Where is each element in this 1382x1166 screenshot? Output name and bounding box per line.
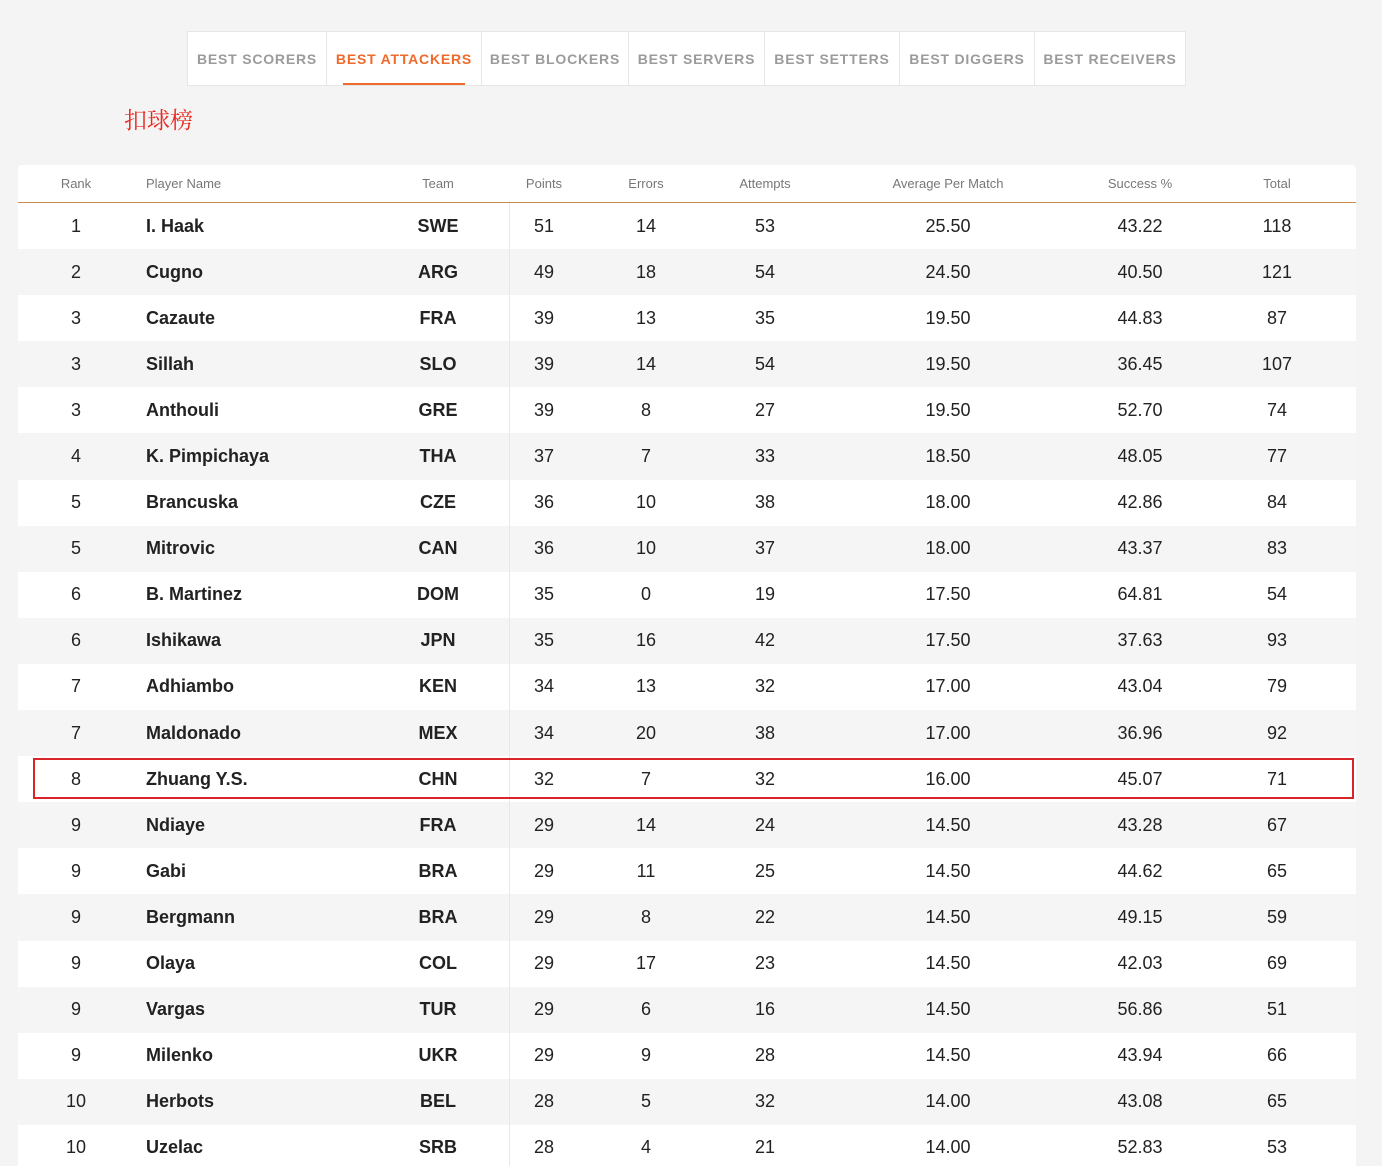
cell-success-percent: 43.08 <box>1117 1091 1163 1112</box>
cell-attempts: 54 <box>754 353 776 374</box>
cell-team: SLO <box>419 353 457 374</box>
cell-player-name[interactable]: Herbots <box>146 1091 215 1112</box>
cell-success-percent: 37.63 <box>1117 630 1163 651</box>
cell-errors: 5 <box>640 1091 651 1112</box>
cell-player-name[interactable]: Olaya <box>146 953 196 974</box>
cell-errors: 6 <box>640 999 651 1020</box>
cell-rank: 9 <box>70 1045 81 1066</box>
cell-player-name[interactable]: Anthouli <box>146 399 219 420</box>
cell-rank: 4 <box>70 446 81 467</box>
cell-points: 36 <box>533 538 555 559</box>
table-row[interactable] <box>18 1033 1356 1079</box>
cell-success-percent: 52.70 <box>1117 399 1163 420</box>
table-row[interactable] <box>18 894 1356 940</box>
cell-points: 29 <box>533 860 555 881</box>
cell-average-per-match: 14.50 <box>925 814 971 835</box>
cell-rank: 7 <box>70 676 81 697</box>
tab-best-diggers[interactable]: BEST DIGGERS <box>900 32 1035 85</box>
cell-attempts: 32 <box>754 768 776 789</box>
cell-total: 71 <box>1266 768 1288 789</box>
cell-rank: 5 <box>70 538 81 559</box>
cell-average-per-match: 24.50 <box>925 261 971 282</box>
cell-rank: 8 <box>70 768 81 789</box>
cell-total: 74 <box>1266 399 1288 420</box>
cell-team: GRE <box>418 399 458 420</box>
column-header-average-per-match[interactable]: Average Per Match <box>892 176 1004 191</box>
cell-average-per-match: 18.00 <box>925 538 971 559</box>
cell-player-name[interactable]: Zhuang Y.S. <box>146 768 248 789</box>
column-header-team[interactable]: Team <box>422 176 454 191</box>
cell-attempts: 22 <box>754 906 776 927</box>
cell-errors: 10 <box>635 492 657 513</box>
cell-success-percent: 48.05 <box>1117 446 1163 467</box>
cell-rank: 9 <box>70 814 81 835</box>
cell-errors: 14 <box>635 215 657 236</box>
cell-player-name[interactable]: Uzelac <box>146 1137 204 1158</box>
cell-rank: 3 <box>70 353 81 374</box>
cell-average-per-match: 18.50 <box>925 446 971 467</box>
cell-average-per-match: 17.50 <box>925 584 971 605</box>
cell-points: 39 <box>533 399 555 420</box>
cell-player-name[interactable]: Gabi <box>146 860 187 881</box>
cell-player-name[interactable]: I. Haak <box>146 215 205 236</box>
table-row[interactable] <box>18 1125 1356 1166</box>
cell-points: 39 <box>533 353 555 374</box>
cell-player-name[interactable]: Ndiaye <box>146 814 206 835</box>
cell-points: 29 <box>533 953 555 974</box>
cell-team: MEX <box>418 722 458 743</box>
cell-attempts: 24 <box>754 814 776 835</box>
cell-player-name[interactable]: Brancuska <box>146 492 239 513</box>
cell-rank: 2 <box>70 261 81 282</box>
cell-errors: 4 <box>640 1137 651 1158</box>
table-row[interactable] <box>18 1079 1356 1125</box>
table-row[interactable] <box>18 941 1356 987</box>
cell-total: 84 <box>1266 492 1288 513</box>
table-row[interactable] <box>18 618 1356 664</box>
tab-best-scorers[interactable]: BEST SCORERS <box>188 32 327 85</box>
cell-rank: 6 <box>70 630 81 651</box>
cell-average-per-match: 17.50 <box>925 630 971 651</box>
cell-total: 87 <box>1266 307 1288 328</box>
table-row[interactable] <box>18 295 1356 341</box>
cell-average-per-match: 14.50 <box>925 860 971 881</box>
cell-attempts: 37 <box>754 538 776 559</box>
cell-average-per-match: 19.50 <box>925 399 971 420</box>
cell-attempts: 38 <box>754 722 776 743</box>
cell-rank: 1 <box>70 215 81 236</box>
tab-best-attackers[interactable]: BEST ATTACKERS <box>327 32 482 85</box>
cell-errors: 10 <box>635 538 657 559</box>
cell-errors: 7 <box>640 446 651 467</box>
cell-attempts: 54 <box>754 261 776 282</box>
stat-category-tabs <box>187 31 1186 86</box>
cell-attempts: 16 <box>754 999 776 1020</box>
cell-points: 34 <box>533 722 555 743</box>
cell-errors: 17 <box>635 953 657 974</box>
cell-success-percent: 43.28 <box>1117 814 1163 835</box>
table-header <box>18 165 1356 203</box>
cell-total: 65 <box>1266 1091 1288 1112</box>
cell-points: 39 <box>533 307 555 328</box>
column-header-total[interactable]: Total <box>1263 176 1291 191</box>
cell-attempts: 19 <box>754 584 776 605</box>
cell-attempts: 28 <box>754 1045 776 1066</box>
cell-player-name[interactable]: Sillah <box>146 353 195 374</box>
cell-attempts: 21 <box>754 1137 776 1158</box>
cell-success-percent: 44.83 <box>1117 307 1163 328</box>
cell-team: JPN <box>420 630 456 651</box>
cell-errors: 16 <box>635 630 657 651</box>
column-header-errors[interactable]: Errors <box>628 176 664 191</box>
annotation-label: 扣球榜 <box>124 108 193 134</box>
table-row[interactable] <box>18 756 1356 802</box>
cell-total: 77 <box>1266 446 1288 467</box>
cell-total: 92 <box>1266 722 1288 743</box>
cell-success-percent: 42.86 <box>1117 492 1163 513</box>
cell-total: 65 <box>1266 860 1288 881</box>
cell-errors: 7 <box>640 768 651 789</box>
cell-team: COL <box>419 953 457 974</box>
tab-best-blockers[interactable]: BEST BLOCKERS <box>482 32 629 85</box>
cell-points: 32 <box>533 768 555 789</box>
table-row[interactable] <box>18 572 1356 618</box>
cell-average-per-match: 19.50 <box>925 353 971 374</box>
cell-total: 93 <box>1266 630 1288 651</box>
cell-player-name[interactable]: Vargas <box>146 999 206 1020</box>
table-row[interactable] <box>18 987 1356 1033</box>
cell-attempts: 53 <box>754 215 776 236</box>
cell-attempts: 42 <box>754 630 776 651</box>
cell-total: 79 <box>1266 676 1288 697</box>
cell-total: 121 <box>1261 261 1293 282</box>
cell-success-percent: 43.37 <box>1117 538 1163 559</box>
cell-errors: 11 <box>636 860 656 881</box>
cell-points: 28 <box>533 1091 555 1112</box>
cell-team: DOM <box>417 584 459 605</box>
tab-best-setters[interactable]: BEST SETTERS <box>765 32 900 85</box>
cell-rank: 9 <box>70 953 81 974</box>
cell-rank: 10 <box>65 1137 87 1158</box>
cell-rank: 3 <box>70 399 81 420</box>
cell-average-per-match: 14.50 <box>925 953 971 974</box>
cell-total: 51 <box>1266 999 1288 1020</box>
cell-team: ARG <box>418 261 458 282</box>
column-header-success-percent[interactable]: Success % <box>1107 176 1173 191</box>
cell-success-percent: 42.03 <box>1117 953 1163 974</box>
cell-team: BRA <box>418 906 458 927</box>
cell-success-percent: 40.50 <box>1117 261 1163 282</box>
table-row[interactable] <box>18 249 1356 295</box>
cell-errors: 0 <box>640 584 651 605</box>
cell-team: KEN <box>418 676 457 697</box>
cell-success-percent: 36.45 <box>1117 353 1163 374</box>
cell-success-percent: 43.94 <box>1117 1045 1163 1066</box>
cell-player-name[interactable]: Cazaute <box>146 307 216 328</box>
cell-attempts: 32 <box>754 1091 776 1112</box>
cell-player-name[interactable]: K. Pimpichaya <box>146 446 270 467</box>
column-header-player-name[interactable]: Player Name <box>146 176 222 191</box>
cell-points: 28 <box>533 1137 555 1158</box>
cell-errors: 8 <box>640 399 651 420</box>
cell-attempts: 35 <box>754 307 776 328</box>
attackers-table <box>18 165 1356 1166</box>
cell-total: 107 <box>1261 353 1293 374</box>
cell-points: 37 <box>533 446 555 467</box>
cell-rank: 7 <box>70 722 81 743</box>
cell-errors: 8 <box>640 906 651 927</box>
cell-attempts: 33 <box>754 446 776 467</box>
cell-points: 51 <box>533 215 555 236</box>
cell-player-name[interactable]: Adhiambo <box>146 676 234 697</box>
cell-team: FRA <box>419 307 457 328</box>
cell-points: 29 <box>533 999 555 1020</box>
cell-player-name[interactable]: Ishikawa <box>146 630 222 651</box>
cell-success-percent: 43.22 <box>1117 215 1163 236</box>
cell-points: 49 <box>533 261 555 282</box>
cell-player-name[interactable]: B. Martinez <box>146 584 243 605</box>
cell-team: CAN <box>418 538 458 559</box>
cell-attempts: 25 <box>754 860 776 881</box>
table-row[interactable] <box>18 203 1356 249</box>
table-row[interactable] <box>18 710 1356 756</box>
cell-rank: 9 <box>70 860 81 881</box>
cell-errors: 14 <box>635 353 657 374</box>
cell-errors: 9 <box>640 1045 651 1066</box>
cell-average-per-match: 14.50 <box>925 1045 971 1066</box>
cell-success-percent: 52.83 <box>1117 1137 1163 1158</box>
cell-errors: 14 <box>635 814 657 835</box>
cell-points: 34 <box>533 676 555 697</box>
cell-player-name[interactable]: Maldonado <box>146 722 241 743</box>
table-row[interactable] <box>18 341 1356 387</box>
cell-points: 29 <box>533 814 555 835</box>
cell-average-per-match: 17.00 <box>925 676 971 697</box>
cell-total: 69 <box>1266 953 1288 974</box>
cell-rank: 10 <box>65 1091 87 1112</box>
cell-rank: 9 <box>70 906 81 927</box>
cell-errors: 13 <box>635 307 657 328</box>
table-row[interactable] <box>18 480 1356 526</box>
cell-average-per-match: 16.00 <box>925 768 971 789</box>
cell-team: BRA <box>418 860 458 881</box>
cell-attempts: 23 <box>754 953 776 974</box>
cell-total: 118 <box>1262 215 1292 236</box>
team-column-divider <box>509 203 510 1166</box>
cell-average-per-match: 18.00 <box>925 492 971 513</box>
cell-attempts: 32 <box>754 676 776 697</box>
cell-player-name[interactable]: Cugno <box>146 261 203 282</box>
cell-rank: 6 <box>70 584 81 605</box>
cell-player-name[interactable]: Mitrovic <box>146 538 216 559</box>
cell-errors: 13 <box>635 676 657 697</box>
cell-average-per-match: 14.50 <box>925 999 971 1020</box>
cell-average-per-match: 25.50 <box>925 215 971 236</box>
cell-player-name[interactable]: Milenko <box>146 1045 214 1066</box>
cell-attempts: 38 <box>754 492 776 513</box>
cell-points: 29 <box>533 1045 555 1066</box>
table-row[interactable] <box>18 848 1356 894</box>
cell-total: 67 <box>1266 814 1288 835</box>
cell-errors: 20 <box>635 722 657 743</box>
cell-team: CZE <box>420 492 456 513</box>
cell-average-per-match: 17.00 <box>925 722 971 743</box>
cell-average-per-match: 14.00 <box>925 1091 971 1112</box>
column-header-attempts[interactable]: Attempts <box>739 176 791 191</box>
cell-points: 35 <box>533 584 555 605</box>
tab-best-receivers[interactable]: BEST RECEIVERS <box>1043 50 1177 67</box>
cell-success-percent: 64.81 <box>1117 584 1163 605</box>
cell-team: FRA <box>419 814 457 835</box>
cell-team: CHN <box>418 768 458 789</box>
cell-player-name[interactable]: Bergmann <box>146 906 236 927</box>
cell-total: 66 <box>1266 1045 1288 1066</box>
cell-average-per-match: 14.50 <box>925 906 971 927</box>
cell-team: SWE <box>417 215 459 236</box>
cell-average-per-match: 19.50 <box>925 307 971 328</box>
table-row[interactable] <box>18 526 1356 572</box>
cell-success-percent: 43.04 <box>1117 676 1163 697</box>
table-row[interactable] <box>18 387 1356 433</box>
column-header-points[interactable]: Points <box>525 176 563 191</box>
cell-rank: 9 <box>70 999 81 1020</box>
cell-points: 36 <box>533 492 555 513</box>
table-row[interactable] <box>18 433 1356 479</box>
cell-team: TUR <box>419 999 457 1020</box>
cell-team: UKR <box>418 1045 458 1066</box>
table-body <box>18 203 1356 1166</box>
cell-total: 83 <box>1266 538 1288 559</box>
cell-team: BEL <box>420 1091 456 1112</box>
cell-team: SRB <box>418 1137 457 1158</box>
cell-total: 59 <box>1266 906 1288 927</box>
cell-attempts: 27 <box>754 399 776 420</box>
cell-rank: 5 <box>70 492 81 513</box>
cell-success-percent: 44.62 <box>1117 860 1163 881</box>
table-row[interactable] <box>18 664 1356 710</box>
table-row[interactable] <box>18 802 1356 848</box>
cell-errors: 18 <box>635 261 657 282</box>
tab-best-servers[interactable]: BEST SERVERS <box>629 32 765 85</box>
cell-team: THA <box>419 446 457 467</box>
cell-success-percent: 45.07 <box>1117 768 1163 789</box>
cell-total: 54 <box>1266 584 1288 605</box>
cell-success-percent: 36.96 <box>1117 722 1163 743</box>
cell-rank: 3 <box>70 307 81 328</box>
cell-points: 29 <box>533 906 555 927</box>
cell-points: 35 <box>533 630 555 651</box>
cell-average-per-match: 14.00 <box>925 1137 971 1158</box>
cell-success-percent: 56.86 <box>1117 999 1163 1020</box>
cell-total: 53 <box>1266 1137 1288 1158</box>
column-header-rank[interactable]: Rank <box>60 176 92 191</box>
cell-success-percent: 49.15 <box>1117 906 1163 927</box>
